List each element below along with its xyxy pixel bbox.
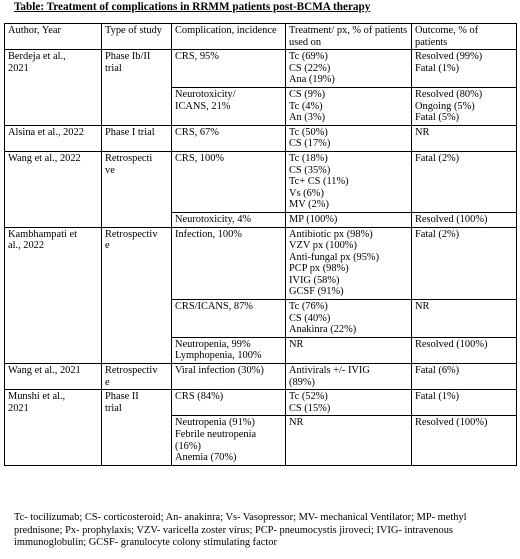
table-row bbox=[5, 364, 517, 390]
treatment-cell bbox=[286, 212, 412, 227]
author-cell bbox=[5, 125, 102, 151]
cell-text: Tc (18%) bbox=[289, 152, 328, 164]
cell-text: Tc (52%) bbox=[289, 391, 328, 403]
cell-text: Fatal (1%) bbox=[415, 391, 460, 403]
cell-text: Tc (76%) bbox=[289, 301, 328, 313]
outcome-cell bbox=[412, 300, 517, 338]
treatment-cell bbox=[286, 416, 412, 465]
cell-text: 2021 bbox=[8, 62, 29, 74]
cell-text: CS (22%) bbox=[289, 62, 331, 74]
table-title: Table: Treatment of complications in RRMM patients post-BCMA therapy bbox=[14, 1, 371, 13]
cell-text: Phase I trial bbox=[105, 126, 155, 138]
cell-text: Retrospectiv bbox=[105, 228, 158, 240]
cell-text: Anemia (70%) bbox=[175, 452, 237, 464]
cell-text: Phase II bbox=[105, 391, 139, 403]
cell-text: Ongoing (5%) bbox=[415, 100, 475, 112]
outcome-cell bbox=[412, 125, 517, 151]
cell-text: Viral infection (30%) bbox=[175, 365, 264, 377]
cell-text: Berdeja et al., bbox=[8, 51, 66, 63]
cell-text: MV (2%) bbox=[289, 199, 329, 211]
outcome-cell bbox=[412, 416, 517, 465]
author-cell bbox=[5, 364, 102, 390]
cell-text: Resolved (99%) bbox=[415, 51, 483, 63]
cell-text: Alsina et al., 2022 bbox=[8, 126, 84, 138]
cell-text: NR bbox=[415, 126, 430, 138]
outcome-cell bbox=[412, 212, 517, 227]
cell-text: Neurotoxicity, 4% bbox=[175, 213, 252, 225]
study-type-cell bbox=[102, 151, 172, 212]
cell-text: Tc+ CS (11%) bbox=[289, 176, 349, 188]
treatment-cell bbox=[286, 227, 412, 300]
cell-text: al., 2022 bbox=[8, 240, 45, 252]
cell-text: Ana (19%) bbox=[289, 74, 335, 86]
author-cell bbox=[5, 87, 102, 125]
cell-text: Tc (69%) bbox=[289, 51, 328, 63]
study-type-cell bbox=[102, 337, 172, 363]
cell-text: 2021 bbox=[8, 402, 29, 414]
cell-text: CS (9%) bbox=[289, 88, 326, 100]
outcome-cell bbox=[412, 337, 517, 363]
header-author: Author, Year bbox=[5, 24, 102, 50]
cell-text: An (3%) bbox=[289, 112, 326, 124]
author-cell bbox=[5, 227, 102, 300]
author-cell bbox=[5, 390, 102, 416]
study-type-cell bbox=[102, 416, 172, 465]
cell-text: CRS, 67% bbox=[175, 126, 219, 138]
table-row bbox=[5, 390, 517, 416]
treatment-cell bbox=[286, 87, 412, 125]
complication-cell bbox=[172, 212, 286, 227]
cell-text: (89%) bbox=[289, 376, 315, 388]
table-row bbox=[5, 300, 517, 338]
header-outcome: Outcome, % of patients bbox=[412, 24, 517, 50]
cell-text: Fatal (2%) bbox=[415, 228, 460, 240]
study-type-cell bbox=[102, 87, 172, 125]
table-row bbox=[5, 416, 517, 465]
abbreviations-footnote: Tc- tocilizumab; CS- corticosteroid; An- anakinra; Vs- Vasopressor; MV- mechanical Ventilator; MP- methyl prednisone; Px- prophylaxis; VZV- varicella zoster virus; PCP- pneumocystis jiroveci; IVIG- intravenous immunoglobulin; GCSF- granulocyte colony stimulating factor bbox=[14, 512, 467, 549]
cell-text: NR bbox=[289, 417, 304, 429]
cell-text: Wang et al., 2021 bbox=[8, 365, 81, 377]
cell-text: PCP px (98%) bbox=[289, 263, 349, 275]
cell-text: Retrospectiv bbox=[105, 365, 158, 377]
author-cell bbox=[5, 300, 102, 338]
cell-text: Tc (4%) bbox=[289, 100, 323, 112]
cell-text: Neutropenia (91%) bbox=[175, 417, 255, 429]
cell-text: Anti-fungal px (95%) bbox=[289, 251, 380, 263]
cell-text: Antibiotic px (98%) bbox=[289, 228, 373, 240]
cell-text: ve bbox=[105, 164, 115, 176]
author-cell bbox=[5, 416, 102, 465]
table-row bbox=[5, 337, 517, 363]
complication-cell bbox=[172, 337, 286, 363]
study-type-cell bbox=[102, 364, 172, 390]
header-complication: Complication, incidence bbox=[172, 24, 286, 50]
author-cell bbox=[5, 50, 102, 88]
table-header-row bbox=[5, 24, 517, 50]
cell-text: e bbox=[105, 376, 110, 388]
author-cell bbox=[5, 151, 102, 212]
cell-text: Retrospecti bbox=[105, 152, 153, 164]
cell-text: trial bbox=[105, 62, 122, 74]
cell-text: ICANS, 21% bbox=[175, 100, 231, 112]
study-type-cell bbox=[102, 227, 172, 300]
treatment-cell bbox=[286, 364, 412, 390]
study-type-cell bbox=[102, 390, 172, 416]
table-row bbox=[5, 50, 517, 88]
cell-text: Anakinra (22%) bbox=[289, 324, 357, 336]
outcome-cell bbox=[412, 364, 517, 390]
cell-text: Resolved (100%) bbox=[415, 213, 488, 225]
cell-text: Wang et al., 2022 bbox=[8, 152, 81, 164]
cell-text: Tc (50%) bbox=[289, 126, 328, 138]
cell-text: CRS, 100% bbox=[175, 152, 225, 164]
cell-text: CRS, 95% bbox=[175, 51, 219, 63]
cell-text: Vs (6%) bbox=[289, 187, 324, 199]
cell-text: Neutropenia, 99% bbox=[175, 338, 251, 350]
outcome-cell bbox=[412, 50, 517, 88]
cell-text: CS (15%) bbox=[289, 402, 331, 414]
author-cell bbox=[5, 212, 102, 227]
complication-cell bbox=[172, 364, 286, 390]
cell-text: Neurotoxicity/ bbox=[175, 88, 236, 100]
header-treatment: Treatment/ px, % of patients used on bbox=[286, 24, 412, 50]
study-type-cell bbox=[102, 300, 172, 338]
treatment-cell bbox=[286, 390, 412, 416]
complication-cell bbox=[172, 390, 286, 416]
cell-text: Antivirals +/- IVIG bbox=[289, 365, 370, 377]
cell-text: CS (35%) bbox=[289, 164, 331, 176]
cell-text: Resolved (100%) bbox=[415, 417, 488, 429]
outcome-cell bbox=[412, 227, 517, 300]
cell-text: trial bbox=[105, 402, 122, 414]
study-type-cell bbox=[102, 50, 172, 88]
cell-text: IVIG (58%) bbox=[289, 274, 340, 286]
cell-text: (16%) bbox=[175, 440, 201, 452]
cell-text: NR bbox=[289, 338, 304, 350]
cell-text: Fatal (1%) bbox=[415, 62, 460, 74]
table-row bbox=[5, 212, 517, 227]
cell-text: CS (40%) bbox=[289, 312, 331, 324]
cell-text: Kambhampati et bbox=[8, 228, 77, 240]
table-row bbox=[5, 125, 517, 151]
complications-table bbox=[4, 23, 517, 466]
cell-text: NR bbox=[415, 301, 430, 313]
author-cell bbox=[5, 337, 102, 363]
cell-text: Lymphopenia, 100% bbox=[175, 350, 262, 362]
table-body bbox=[5, 50, 517, 466]
cell-text: CS (17%) bbox=[289, 138, 331, 150]
cell-text: Infection, 100% bbox=[175, 228, 242, 240]
outcome-cell bbox=[412, 87, 517, 125]
cell-text: Fatal (5%) bbox=[415, 112, 460, 124]
complication-cell bbox=[172, 151, 286, 212]
header-study-type: Type of study bbox=[102, 24, 172, 50]
treatment-cell bbox=[286, 50, 412, 88]
cell-text: MP (100%) bbox=[289, 213, 338, 225]
complication-cell bbox=[172, 50, 286, 88]
cell-text: VZV px (100%) bbox=[289, 240, 357, 252]
complication-cell bbox=[172, 416, 286, 465]
cell-text: Fatal (6%) bbox=[415, 365, 460, 377]
outcome-cell bbox=[412, 390, 517, 416]
cell-text: Resolved (100%) bbox=[415, 338, 488, 350]
table-row bbox=[5, 151, 517, 212]
treatment-cell bbox=[286, 300, 412, 338]
cell-text: Fatal (2%) bbox=[415, 152, 460, 164]
complication-cell bbox=[172, 227, 286, 300]
cell-text: CRS (84%) bbox=[175, 391, 224, 403]
complication-cell bbox=[172, 125, 286, 151]
cell-text: Phase Ib/II bbox=[105, 51, 151, 63]
cell-text: e bbox=[105, 240, 110, 252]
cell-text: Febrile neutropenia bbox=[175, 429, 257, 440]
study-type-cell bbox=[102, 125, 172, 151]
treatment-cell bbox=[286, 337, 412, 363]
complication-cell bbox=[172, 87, 286, 125]
cell-text: GCSF (91%) bbox=[289, 286, 344, 298]
outcome-cell bbox=[412, 151, 517, 212]
table-row bbox=[5, 227, 517, 300]
cell-text: Resolved (80%) bbox=[415, 88, 483, 100]
table-row bbox=[5, 87, 517, 125]
treatment-cell bbox=[286, 151, 412, 212]
study-type-cell bbox=[102, 212, 172, 227]
treatment-cell bbox=[286, 125, 412, 151]
cell-text: CRS/ICANS, 87% bbox=[175, 301, 253, 313]
complication-cell bbox=[172, 300, 286, 338]
cell-text: Munshi et al., bbox=[8, 391, 66, 403]
